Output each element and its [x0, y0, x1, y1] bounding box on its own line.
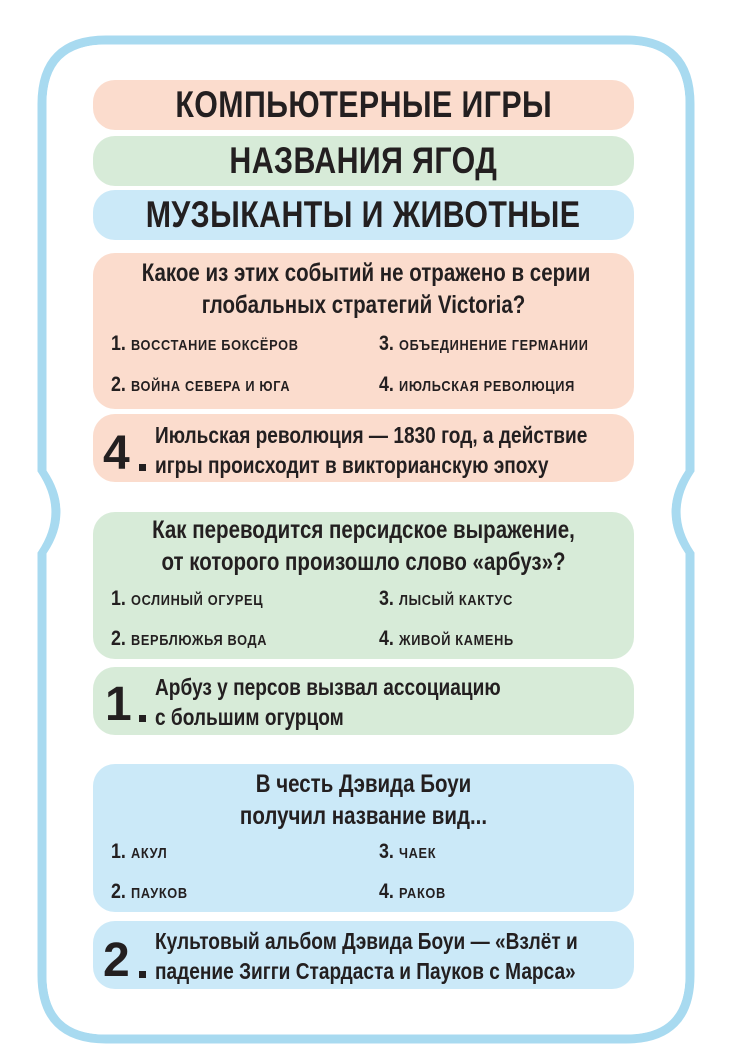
- answer-text: Июльская революция — 1830 год, а действие игры происходит в викторианскую эпоху: [155, 422, 588, 478]
- question-text: В честь Дэвида Боуи получил название вид...: [239, 770, 488, 830]
- answer-marker: [139, 971, 146, 978]
- topic-computer-games: КОМПЬЮТЕРНЫЕ ИГРЫ: [93, 80, 634, 130]
- answer-number: 2: [103, 934, 130, 987]
- option-2: 2. ВОЙНА СЕВЕРА И ЮГА: [111, 373, 291, 396]
- answer-text: Культовый альбом Дэвида Боуи — «Взлёт и падение Зигги Стардаста и Пауков с Марса»: [155, 928, 578, 984]
- option-4: 4. РАКОВ: [379, 880, 446, 903]
- option-2: 2. ВЕРБЛЮЖЬЯ ВОДА: [111, 627, 268, 650]
- topic-musicians-animals: МУЗЫКАНТЫ И ЖИВОТНЫЕ: [93, 190, 634, 240]
- question-card-2: [93, 512, 634, 659]
- option-3: 3. ЛЫСЫЙ КАКТУС: [379, 587, 513, 610]
- option-2: 2. ПАУКОВ: [111, 880, 188, 903]
- answer-card-3: [93, 921, 634, 989]
- question-card-3: [93, 764, 634, 912]
- answer-marker: [139, 715, 146, 722]
- option-1: 1. ОСЛИНЫЙ ОГУРЕЦ: [111, 587, 264, 610]
- option-1: 1. АКУЛ: [111, 840, 168, 863]
- option-3: 3. ЧАЕК: [379, 840, 437, 863]
- answer-card-2: [93, 667, 634, 735]
- option-1: 1. ВОССТАНИЕ БОКСЁРОВ: [111, 332, 299, 355]
- answer-number: 1: [105, 678, 132, 731]
- question-card-1: [93, 253, 634, 409]
- answer-card-1: [93, 414, 634, 482]
- option-4: 4. ИЮЛЬСКАЯ РЕВОЛЮЦИЯ: [379, 373, 575, 396]
- answer-text: Арбуз у персов вызвал ассоциацию с большим огурцом: [155, 674, 501, 730]
- answer-marker: [139, 464, 146, 471]
- option-3: 3. ОБЪЕДИНЕНИЕ ГЕРМАНИИ: [379, 332, 589, 355]
- answer-number: 4: [103, 427, 130, 480]
- question-text: Какое из этих событий не отражено в серии глобальных стратегий Victoria?: [141, 259, 591, 319]
- question-text: Как переводится персидское выражение, от которого произошло слово «арбуз»?: [152, 516, 575, 576]
- topic-berries: НАЗВАНИЯ ЯГОД: [93, 136, 634, 186]
- option-4: 4. ЖИВОЙ КАМЕНЬ: [379, 627, 514, 650]
